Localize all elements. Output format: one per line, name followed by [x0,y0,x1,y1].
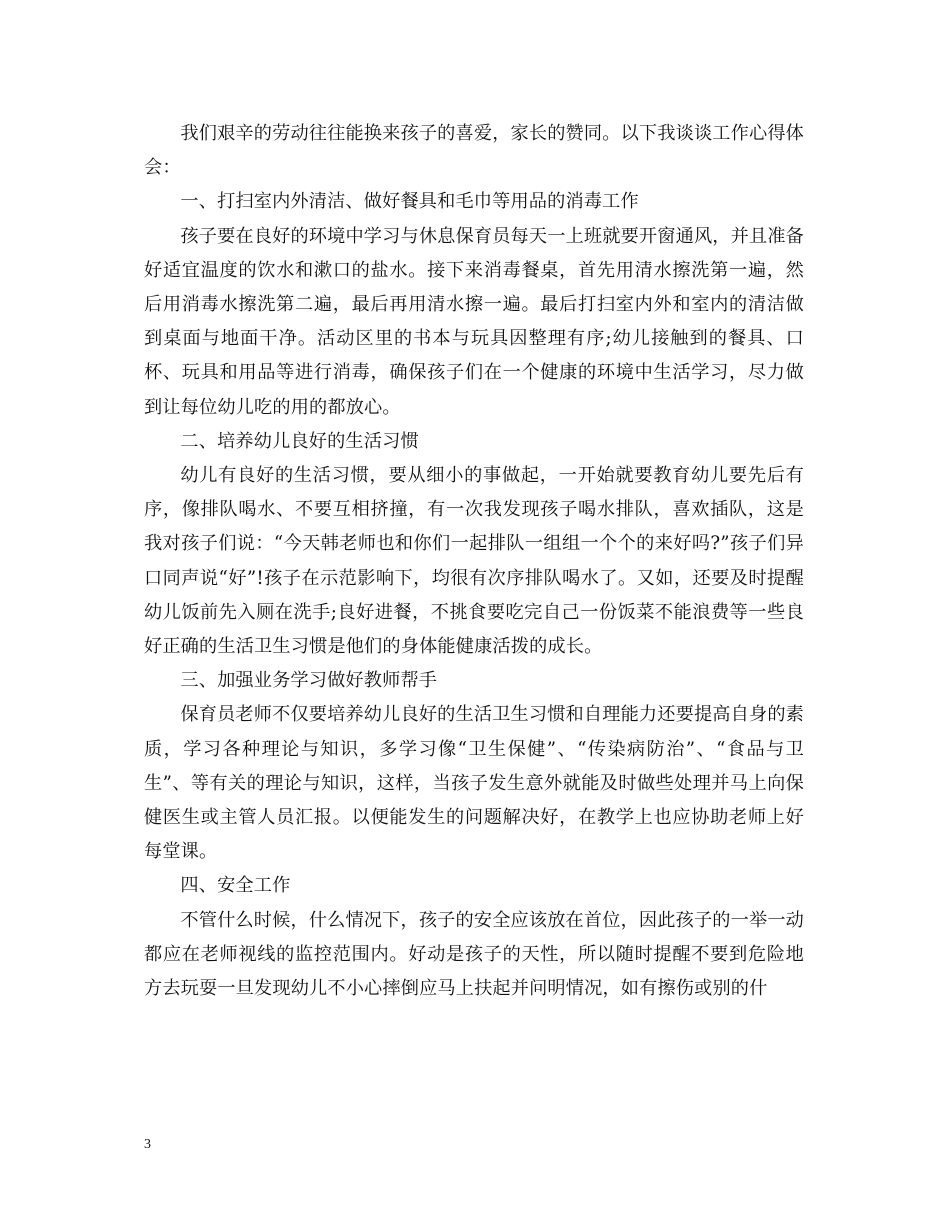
paragraph-section-1: 孩子要在良好的环境中学习与休息保育员每天一上班就要开窗通风，并且准备好适宜温度的饮水和漱口的盐水。接下来消毒餐桌，首先用清水擦洗第一遍，然后用消毒水擦洗第二遍，最后再用清水擦一遍。最后打扫室内外和室内的清洁做到桌面与地面干净。活动区里的书本与玩具因整理有序;幼儿接触到的餐具、口杯、玩具和用品等进行消毒，确保孩子们在一个健康的环境中生活学习，尽力做到让每位幼儿吃的用的都放心。 [144,225,804,418]
section-heading-4: 四、安全工作 [180,875,291,897]
document-body [144,117,804,1006]
paragraph-intro: 我们艰辛的劳动往往能换来孩子的喜爱，家长的赞同。以下我谈谈工作心得体会： [144,123,804,179]
section-heading-3: 三、加强业务学习做好教师帮手 [180,670,438,692]
page-number: 3 [144,1137,151,1152]
paragraph-section-2: 幼儿有良好的生活习惯，要从细小的事做起，一开始就要教育幼儿要先后有序，像排队喝水、不要互相挤撞，有一次我发现孩子喝水排队，喜欢插队，这是我对孩子们说：“今天韩老师也和你们一起排队一组组一个个的来好吗?”孩子们异口同声说“好”!孩子在示范影响下，均很有次序排队喝水了。又如，还要及时提醒幼儿饭前先入厕在洗手;良好进餐，不挑食要吃完自己一份饭菜不能浪费等一些良好正确的生活卫生习惯是他们的身体能健康活拨的成长。 [144,465,804,658]
paragraph-section-4: 不管什么时候，什么情况下，孩子的安全应该放在首位，因此孩子的一举一动都应在老师视线的监控范围内。好动是孩子的天性，所以随时提醒不要到危险地方去玩耍一旦发现幼儿不小心摔倒应马上扶起并问明情况，如有擦伤或别的什 [144,909,804,1000]
paragraph-section-3: 保育员老师不仅要培养幼儿良好的生活卫生习惯和自理能力还要提高自身的素质，学习各种理论与知识，多学习像“卫生保健”、“传染病防治”、“食品与卫生”、等有关的理论与知识，这样，当孩子发生意外就能及时做些处理并马上向保健医生或主管人员汇报。以便能发生的问题解决好，在教学上也应协助老师上好每堂课。 [144,704,804,863]
section-heading-2: 二、培养幼儿良好的生活习惯 [180,430,419,452]
section-heading-1: 一、打扫室内外清洁、做好餐具和毛巾等用品的消毒工作 [180,191,639,213]
